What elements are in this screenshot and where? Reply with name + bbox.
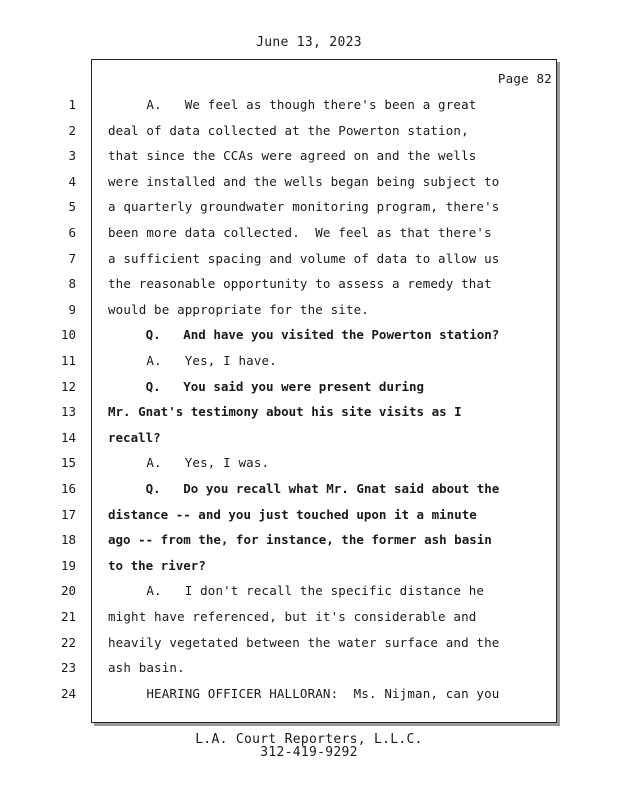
line-number: 11 [60, 353, 76, 368]
transcript-line [60, 532, 618, 552]
line-text: Q. You said you were present during [108, 378, 425, 394]
line-text: deal of data collected at the Powerton station, [108, 122, 469, 138]
transcript-line [60, 455, 618, 475]
line-text: recall? [108, 429, 161, 445]
line-number: 1 [68, 97, 76, 112]
transcript-line [68, 250, 618, 271]
transcript-line [68, 225, 618, 245]
line-number: 24 [60, 685, 76, 701]
transcript-line [68, 199, 618, 219]
line-text: distance -- and you just touched upon it a minute [108, 506, 477, 522]
line-text: that since the CCAs were agreed on and the wells [108, 148, 477, 164]
transcript-line [60, 481, 618, 501]
line-text: A. We feel as though there's been a great [108, 97, 477, 112]
line-number: 16 [60, 481, 76, 496]
line-number: 17 [60, 506, 76, 522]
reporter-phone: 312-419-9292 [260, 745, 358, 760]
transcript-line [68, 173, 618, 194]
line-text: would be appropriate for the site. [108, 301, 369, 317]
line-number: 6 [68, 225, 76, 240]
line-number: 3 [68, 148, 76, 164]
line-text: A. Yes, I have. [108, 353, 277, 368]
transcript-line [60, 353, 618, 373]
line-number: 20 [60, 583, 76, 599]
transcript-line [60, 378, 618, 399]
line-number: 5 [68, 199, 76, 215]
transcript-line [68, 148, 618, 168]
line-number: 4 [68, 173, 76, 189]
line-text: A. I don't recall the specific distance he [108, 583, 485, 599]
transcript-page [60, 59, 557, 723]
line-number: 22 [60, 634, 76, 650]
transcript-line [60, 429, 618, 450]
line-text: were installed and the wells began being subject to [108, 173, 500, 189]
line-text: HEARING OFFICER HALLORAN: Ms. Nijman, can you [108, 685, 500, 701]
transcript-line [60, 327, 618, 347]
reporter-company: L.A. Court Reporters, L.L.C. [195, 732, 423, 747]
line-number: 12 [60, 378, 76, 394]
line-text: might have referenced, but it's considerable and [108, 609, 477, 624]
line-text: to the river? [108, 557, 206, 573]
transcript-line [60, 506, 618, 527]
line-text: the reasonable opportunity to assess a remedy that [108, 276, 492, 292]
transcript-line [60, 583, 618, 603]
line-text: Q. And have you visited the Powerton station? [108, 327, 500, 343]
line-number: 21 [60, 609, 76, 624]
line-text: a quarterly groundwater monitoring program, there's [108, 199, 500, 215]
transcript-date: June 13, 2023 [256, 35, 362, 50]
line-number: 9 [68, 301, 76, 317]
line-number: 13 [60, 404, 76, 420]
line-text: been more data collected. We feel as that there's [108, 225, 492, 240]
line-number: 23 [60, 660, 76, 676]
transcript-line [68, 301, 618, 322]
transcript-line [60, 660, 618, 680]
line-number: 2 [68, 122, 76, 138]
line-number: 7 [68, 250, 76, 266]
page-footer [0, 733, 618, 759]
transcript-line [68, 122, 618, 143]
line-text: ago -- from the, for instance, the former ash basin [108, 532, 492, 548]
transcript-line [60, 404, 618, 424]
transcript-line [60, 609, 618, 629]
transcript-line [68, 276, 618, 296]
line-text: ash basin. [108, 660, 185, 676]
line-number: 15 [60, 455, 76, 471]
line-text: a sufficient spacing and volume of data to allow us [108, 250, 500, 266]
transcript-line [60, 557, 618, 578]
line-number: 19 [60, 557, 76, 573]
line-text: A. Yes, I was. [108, 455, 270, 471]
line-number: 8 [68, 276, 76, 292]
line-number: 18 [60, 532, 76, 548]
line-text: Mr. Gnat's testimony about his site visits as I [108, 404, 462, 420]
line-number: 14 [60, 429, 76, 445]
transcript-line [60, 634, 618, 655]
transcript-line [68, 97, 618, 117]
line-number: 10 [60, 327, 76, 343]
line-text: heavily vegetated between the water surface and the [108, 634, 500, 650]
page-number: Page 82 [497, 71, 552, 86]
line-text: Q. Do you recall what Mr. Gnat said about the [108, 481, 500, 496]
transcript-line [60, 685, 618, 706]
